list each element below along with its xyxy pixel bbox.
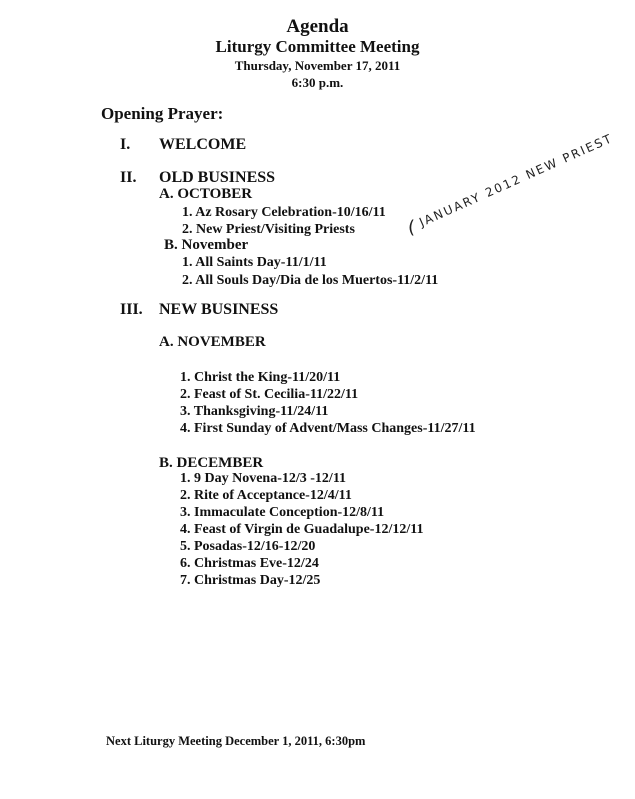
meeting-name: Liturgy Committee Meeting [215, 37, 420, 56]
section-title-new-business: NEW BUSINESS [159, 301, 279, 318]
section-title-welcome: WELCOME [159, 136, 247, 153]
list-item: 3. Thanksgiving-11/24/11 [180, 404, 329, 419]
agenda-title: Agenda [286, 16, 349, 37]
list-item: 4. Feast of Virgin de Guadalupe-12/12/11 [180, 522, 424, 537]
handwritten-paren: ( [408, 217, 416, 238]
list-item: 1. All Saints Day-11/1/11 [182, 255, 327, 270]
list-item: 2. New Priest/Visiting Priests [182, 222, 355, 237]
section-numeral: II. [120, 169, 137, 186]
list-item: 4. First Sunday of Advent/Mass Changes-11/27/11 [180, 421, 476, 436]
section-title-old-business: OLD BUSINESS [159, 169, 276, 186]
next-meeting-note: Next Liturgy Meeting December 1, 2011, 6:30pm [106, 734, 366, 748]
meeting-time: 6:30 p.m. [291, 75, 344, 90]
subsection-december: B. DECEMBER [159, 455, 264, 471]
list-item: 1. Christ the King-11/20/11 [180, 370, 341, 385]
list-item: 6. Christmas Eve-12/24 [180, 556, 319, 571]
list-item: 3. Immaculate Conception-12/8/11 [180, 505, 385, 520]
opening-prayer: Opening Prayer: [101, 104, 224, 123]
list-item: 1. Az Rosary Celebration-10/16/11 [182, 205, 386, 220]
list-item: 2. All Souls Day/Dia de los Muertos-11/2/11 [182, 273, 439, 288]
subsection-november: A. NOVEMBER [159, 334, 266, 350]
subsection-october: A. OCTOBER [159, 186, 253, 202]
handwritten-note: JANUARY 2012 NEW PRIEST [417, 130, 616, 230]
list-item: 2. Rite of Acceptance-12/4/11 [180, 488, 352, 503]
section-numeral: III. [120, 301, 143, 318]
list-item: 7. Christmas Day-12/25 [180, 573, 321, 588]
subsection-november-old: B. November [164, 237, 249, 253]
meeting-date: Thursday, November 17, 2011 [234, 58, 401, 73]
list-item: 5. Posadas-12/16-12/20 [180, 539, 316, 554]
section-numeral: I. [120, 136, 131, 153]
list-item: 2. Feast of St. Cecilia-11/22/11 [180, 387, 359, 402]
list-item: 1. 9 Day Novena-12/3 -12/11 [180, 471, 347, 486]
